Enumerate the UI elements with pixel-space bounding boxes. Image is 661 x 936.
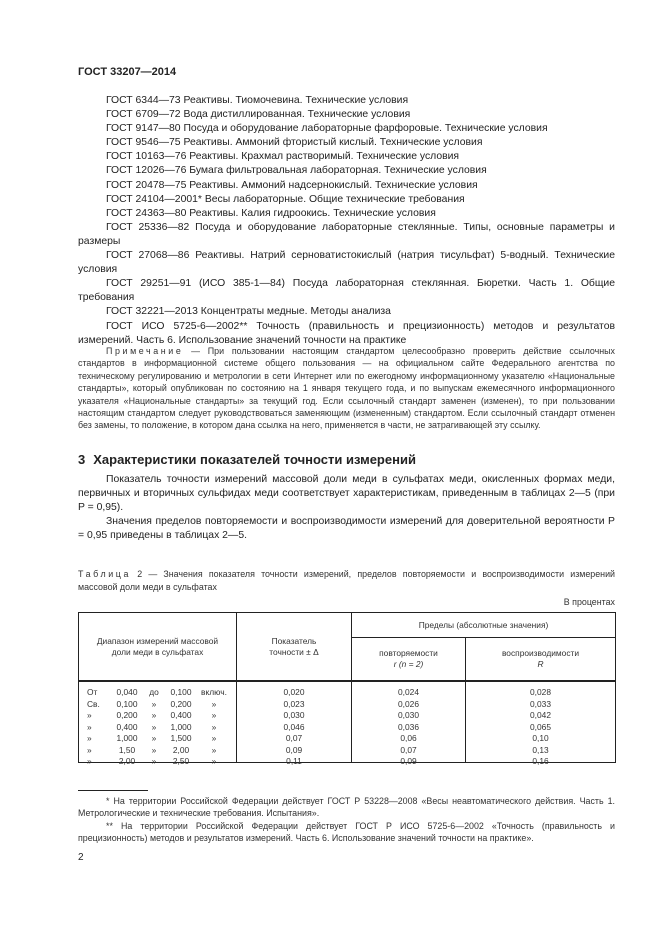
reference-item: ГОСТ 6709—72 Вода дистиллированная. Технические условия (106, 109, 411, 121)
header-repeat-sub: r (n = 2) (393, 659, 424, 669)
range-part: » (87, 710, 92, 720)
table-row (79, 745, 615, 757)
header-accuracy: Показатель точности ± Δ (269, 635, 319, 657)
footnote-rule (78, 790, 148, 791)
range-part: 2,00 (118, 756, 136, 766)
range-part: » (151, 710, 157, 720)
range-part: » (151, 721, 157, 732)
range-part: 1,50 (118, 744, 136, 755)
paragraph: Показатель точности измерений массовой доли меди в сульфатах меди, окисленных формах меди, первичных и вторичных сульфидах меди соответствует характеристикам, приведенным в таблицах 2—5 (при P = 0,95). (78, 474, 615, 514)
reprod-cell: 0,042 (530, 710, 551, 720)
range-part: » (87, 721, 92, 732)
reference-item: ГОСТ 32221—2013 Концентраты медные. Методы анализа (106, 306, 391, 318)
note (78, 345, 615, 432)
section-number: 3 (78, 452, 86, 467)
range-part: 1,000 (116, 733, 138, 743)
header-reprod-sub: R (537, 659, 544, 669)
reference-list (78, 94, 615, 348)
reference-item: ГОСТ 9546—75 Реактивы. Аммоний фтористый кислый. Технические условия (106, 137, 483, 149)
range-part: 0,400 (116, 721, 138, 732)
range-part: » (211, 721, 217, 732)
range-part: » (87, 744, 92, 755)
repeat-cell: 0,026 (398, 698, 419, 709)
reprod-cell: 0,065 (530, 721, 551, 732)
repeat-cell: 0,024 (398, 687, 419, 697)
range-part: » (87, 756, 92, 766)
table-unit: В процентах (563, 597, 615, 607)
reference-item: ГОСТ 24363—80 Реактивы. Калия гидроокись. Технические условия (106, 207, 436, 219)
range-part: 0,100 (170, 687, 192, 697)
range-part: 0,040 (116, 687, 138, 697)
range-part: » (211, 698, 217, 709)
table-row (79, 699, 615, 711)
range-part: 0,200 (170, 698, 192, 709)
table-row (79, 687, 615, 699)
repeat-cell: 0,09 (400, 756, 417, 766)
footnotes (78, 795, 615, 845)
range-part: » (151, 698, 157, 709)
reference-item: ГОСТ 24104—2001* Весы лабораторные. Общие технические требования (106, 193, 465, 205)
range-part: Св. (87, 698, 100, 709)
reference-item: ГОСТ ИСО 5725-6—2002** Точность (правильность и прецизионность) методов и результатов измерений. Часть 6. Использование значений точности на практике (78, 320, 615, 346)
range-cell (87, 710, 229, 722)
header-range: Диапазон измерений массовой доли меди в сульфатах (96, 635, 219, 657)
table-row (79, 722, 615, 734)
accuracy-cell: 0,11 (286, 756, 302, 766)
range-part: » (151, 756, 157, 766)
reprod-cell: 0,028 (530, 687, 551, 697)
header-divider (79, 680, 615, 682)
reprod-cell: 0,033 (530, 698, 551, 709)
reference-item: ГОСТ 29251—91 (ИСО 385-1—84) Посуда лабораторная стеклянная. Бюретки. Часть 1. Общие требования (78, 278, 615, 304)
range-part: 2,00 (172, 744, 190, 755)
page-number: 2 (78, 852, 84, 863)
repeat-cell: 0,06 (400, 733, 417, 743)
range-part: 0,200 (116, 710, 138, 720)
table-row (79, 710, 615, 722)
range-part: 0,400 (170, 710, 192, 720)
range-cell (87, 745, 229, 757)
range-cell (87, 756, 229, 768)
reference-item: ГОСТ 12026—76 Бумага фильтровальная лабораторная. Технические условия (106, 165, 487, 177)
reprod-cell: 0,10 (532, 733, 549, 743)
range-cell (87, 687, 229, 699)
range-part: включ. (201, 687, 227, 697)
range-part: » (211, 710, 217, 720)
range-part: 0,100 (116, 698, 138, 709)
range-part: 2,50 (172, 756, 190, 766)
range-cell (87, 733, 229, 745)
accuracy-cell: 0,07 (285, 733, 303, 743)
range-part: 1,000 (170, 721, 192, 732)
accuracy-cell: 0,09 (285, 744, 303, 755)
accuracy-cell: 0,046 (283, 721, 305, 732)
note-text: — При пользовании настоящим стандартом целесообразно проверить действие ссылочных стандартов в информационной системе общего пользования — на официальном сайте Федерального агентства по техническому регулированию и метрологии в сети Интернет или по ежегодному информационному указателю «Национальные стандарты», который опубликован по состоянию на 1 января текущего года, и по выпускам ежемесячного информационного указателя «Национальные стандарты» за текущий год. Если ссылочный стандарт заменен (изменен), то при пользовании настоящим стандартом следует руководствоваться заменяющим (измененным) стандартом. Если ссылочный стандарт отменен без замены, то положение, в котором дана ссылка на него, применяется в части, не затрагивающей эту ссылку. (78, 346, 615, 431)
range-part: 1,500 (170, 733, 192, 743)
header-limits: Пределы (абсолютные значения) (418, 619, 549, 630)
repeat-cell: 0,030 (398, 710, 419, 720)
reference-item: ГОСТ 9147—80 Посуда и оборудование лабораторные фарфоровые. Технические условия (106, 123, 548, 135)
range-part: » (211, 733, 217, 743)
reference-item: ГОСТ 10163—76 Реактивы. Крахмал растворимый. Технические условия (106, 151, 460, 163)
range-part: » (151, 744, 157, 755)
range-cell (87, 699, 229, 711)
note-label: Примечание (106, 346, 184, 356)
header-reprod-cell (466, 638, 615, 680)
data-table (78, 612, 616, 766)
range-part: » (211, 756, 217, 766)
repeat-cell: 0,036 (398, 721, 419, 732)
repeat-cell: 0,07 (400, 744, 417, 755)
section-title: Характеристики показателей точности измерений (93, 452, 416, 467)
range-part: до (149, 687, 159, 697)
table-label: Таблица (78, 569, 131, 579)
range-part: От (87, 687, 98, 697)
range-part: » (87, 733, 92, 743)
reprod-cell: 0,16 (532, 756, 549, 766)
header-reprod: воспроизводимости (501, 648, 580, 658)
table-caption (78, 568, 615, 593)
range-cell (87, 722, 229, 734)
reference-item: ГОСТ 25336—82 Посуда и оборудование лабораторные стеклянные. Типы, основные параметры и размеры (78, 221, 615, 247)
section-heading (78, 452, 424, 467)
paragraph: Значения пределов повторяемости и воспроизводимости измерений для доверительной вероятности P = 0,95 приведены в таблицах 2—5. (78, 516, 615, 542)
accuracy-cell: 0,030 (283, 710, 305, 720)
range-part: » (151, 733, 157, 743)
reference-item: ГОСТ 27068—86 Реактивы. Натрий серноватистокислый (натрия тисульфат) 5-водный. Технические условия (78, 250, 615, 276)
footnote: * На территории Российской Федерации действует ГОСТ Р 53228—2008 «Весы неавтоматического действия. Часть 1. Метрологические и технические требования. Испытания». (78, 796, 615, 819)
reference-item: ГОСТ 20478—75 Реактивы. Аммоний надсернокислый. Технические условия (106, 179, 478, 191)
accuracy-cell: 0,023 (283, 698, 305, 709)
reference-item: ГОСТ 6344—73 Реактивы. Тиомочевина. Технические условия (106, 95, 409, 106)
table-caption-text: 2 — Значения показателя точности измерений, пределов повторяемости и воспроизводимости измерений массовой доли меди в сульфатах (78, 569, 615, 592)
document-header: ГОСТ 33207—2014 (78, 66, 177, 78)
header-repeat: повторяемости (379, 648, 438, 658)
table-row (79, 733, 615, 745)
reprod-cell: 0,13 (532, 744, 549, 755)
section-body (78, 473, 615, 543)
header-repeat-cell (352, 638, 465, 680)
range-part: » (211, 744, 217, 755)
table-row (79, 756, 615, 768)
accuracy-cell: 0,020 (283, 687, 305, 697)
footnote: ** На территории Российской Федерации действует ГОСТ Р ИСО 5725-6—2002 «Точность (правильность и прецизионность) методов и результатов измерений. Часть 6. Использование значений точности на практике». (78, 820, 615, 844)
